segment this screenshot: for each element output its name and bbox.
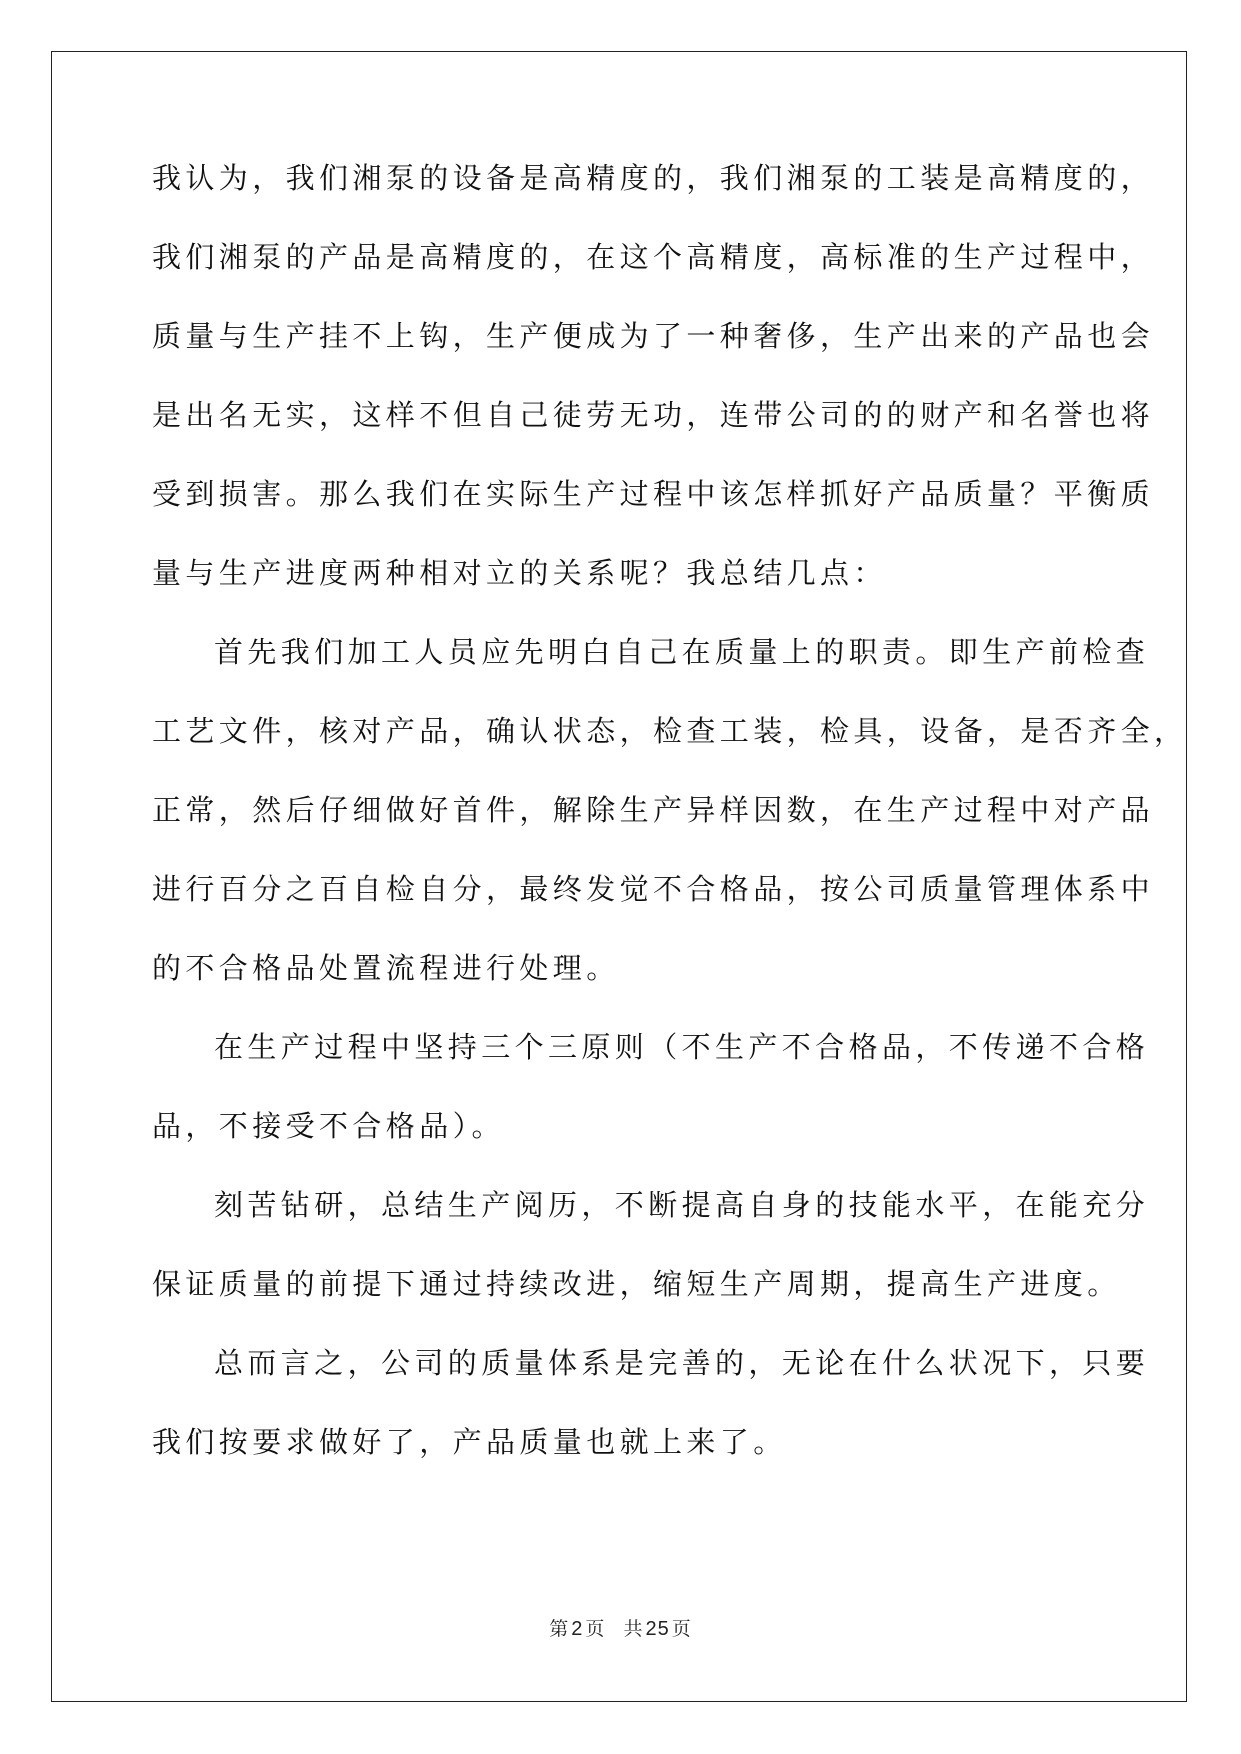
- text-line: 我们按要求做好了，产品质量也就上来了。: [152, 1425, 787, 1459]
- text-line: 受到损害。那么我们在实际生产过程中该怎样抓好产品质量？平衡质: [152, 477, 1155, 511]
- paragraph-start-line: 在生产过程中坚持三个三原则（不生产不合格品，不传递不合格: [214, 1030, 1150, 1064]
- text-line: 我们湘泵的产品是高精度的，在这个高精度，高标准的生产过程中，: [152, 240, 1155, 274]
- page-footer: [0, 1614, 1241, 1641]
- paragraph-start-line: 首先我们加工人员应先明白自己在质量上的职责。即生产前检查: [214, 635, 1150, 669]
- page-suffix: 页: [585, 1619, 606, 1640]
- text-line: 量与生产进度两种相对立的关系呢？我总结几点：: [152, 556, 887, 590]
- page-number: 2: [571, 1618, 584, 1640]
- text-line: 品，不接受不合格品）。: [152, 1109, 505, 1143]
- text-line: 进行百分之百自检自分，最终发觉不合格品，按公司质量管理体系中: [152, 872, 1155, 906]
- total-prefix: 共: [623, 1619, 644, 1640]
- text-line: 我认为，我们湘泵的设备是高精度的，我们湘泵的工装是高精度的，: [152, 161, 1155, 195]
- text-line: 工艺文件，核对产品，确认状态，检查工装，检具，设备，是否齐全，: [152, 714, 1188, 748]
- text-line: 是出名无实，这样不但自己徒劳无功，连带公司的的财产和名誉也将: [152, 398, 1155, 432]
- total-pages: 25: [645, 1618, 670, 1640]
- text-line: 质量与生产挂不上钩，生产便成为了一种奢侈，生产出来的产品也会: [152, 319, 1155, 353]
- page-prefix: 第: [549, 1619, 570, 1640]
- paragraph-start-line: 刻苦钻研，总结生产阅历，不断提高自身的技能水平，在能充分: [214, 1188, 1150, 1222]
- document-body: [152, 161, 1188, 1504]
- text-line: 正常，然后仔细做好首件，解除生产异样因数，在生产过程中对产品: [152, 793, 1155, 827]
- paragraph-start-line: 总而言之，公司的质量体系是完善的，无论在什么状况下，只要: [214, 1346, 1150, 1380]
- text-line: 的不合格品处置流程进行处理。: [152, 951, 620, 985]
- total-suffix: 页: [671, 1619, 692, 1640]
- text-line: 保证质量的前提下通过持续改进，缩短生产周期，提高生产进度。: [152, 1267, 1121, 1301]
